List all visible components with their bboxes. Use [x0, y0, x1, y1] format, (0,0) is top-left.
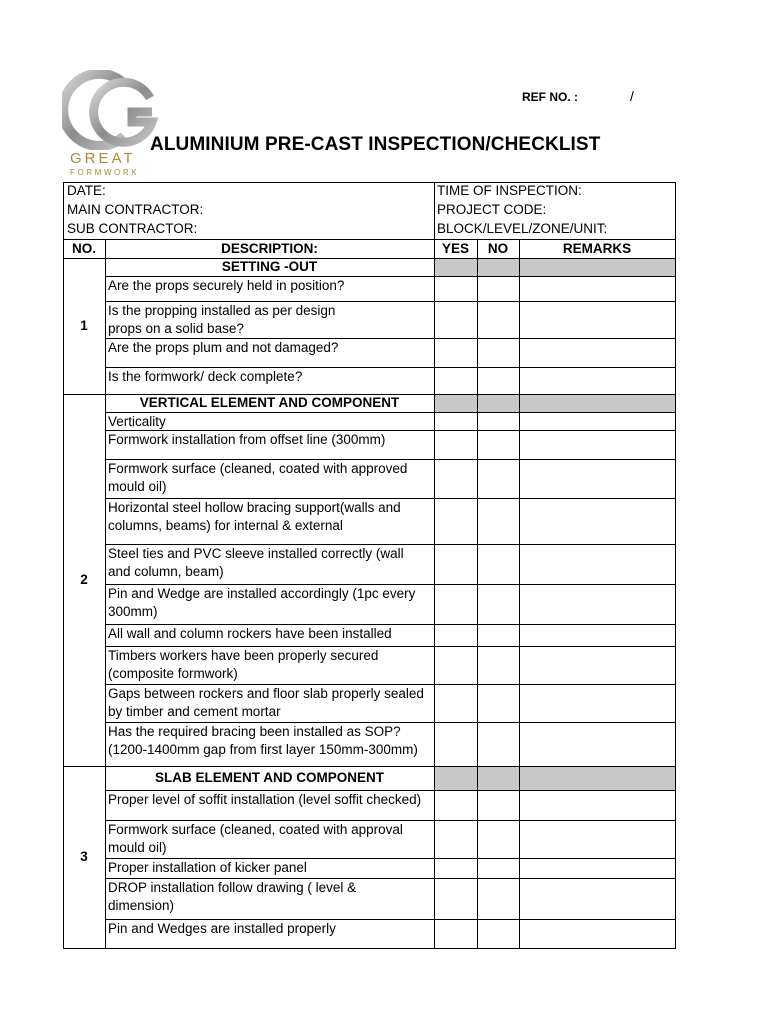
- remarks-cell[interactable]: [520, 859, 675, 878]
- great-formwork-logo-icon: [62, 70, 162, 150]
- yes-checkbox-cell[interactable]: [435, 723, 477, 766]
- no-checkbox-cell[interactable]: [478, 302, 519, 338]
- checklist-item-text: (1200-1400mm gap from first layer 150mm-300mm): [108, 742, 418, 757]
- remarks-column-divider: [519, 239, 520, 948]
- yes-checkbox-cell[interactable]: [435, 413, 477, 430]
- yes-checkbox-cell[interactable]: [435, 625, 477, 646]
- section-shade-bar: [435, 259, 675, 276]
- checklist-item-text: Gaps between rockers and floor slab properly sealed: [108, 686, 424, 701]
- remarks-cell[interactable]: [520, 277, 675, 301]
- checklist-item-text: and column, beam): [108, 564, 224, 579]
- no-checkbox-cell[interactable]: [478, 277, 519, 301]
- section-shade-bar: [435, 395, 675, 412]
- checklist-item-text: Are the props plum and not damaged?: [108, 340, 339, 355]
- yes-checkbox-cell[interactable]: [435, 821, 477, 858]
- checklist-item-text: Is the formwork/ deck complete?: [108, 369, 303, 384]
- column-header-no: NO.: [71, 241, 96, 256]
- yes-checkbox-cell[interactable]: [435, 585, 477, 624]
- checklist-item-text: props on a solid base?: [108, 321, 244, 336]
- column-header-yes: YES: [441, 241, 469, 256]
- yes-checkbox-cell[interactable]: [435, 277, 477, 301]
- remarks-cell[interactable]: [520, 685, 675, 722]
- no-checkbox-cell[interactable]: [478, 625, 519, 646]
- checklist-item-text: mould oil): [108, 479, 167, 494]
- info-label: PROJECT CODE:: [437, 202, 547, 217]
- yes-checkbox-cell[interactable]: [435, 460, 477, 498]
- table-left-border: [63, 182, 64, 949]
- no-checkbox-cell[interactable]: [478, 413, 519, 430]
- section-number: 3: [80, 849, 88, 864]
- yes-column-divider: [434, 182, 435, 948]
- yes-checkbox-cell[interactable]: [435, 368, 477, 394]
- yes-checkbox-cell[interactable]: [435, 859, 477, 878]
- checklist-item-text: Pin and Wedge are installed accordingly (1pc every: [108, 586, 416, 601]
- yes-checkbox-cell[interactable]: [435, 339, 477, 367]
- remarks-cell[interactable]: [520, 339, 675, 367]
- yes-checkbox-cell[interactable]: [435, 647, 477, 684]
- no-checkbox-cell[interactable]: [478, 920, 519, 948]
- checklist-item-text: Horizontal steel hollow bracing support(walls and: [108, 500, 401, 515]
- remarks-cell[interactable]: [520, 791, 675, 820]
- remarks-cell[interactable]: [520, 879, 675, 919]
- remarks-cell[interactable]: [520, 431, 675, 459]
- checklist-item-text: mould oil): [108, 840, 167, 855]
- logo-brand-name: GREAT: [70, 150, 136, 167]
- section-title: VERTICAL ELEMENT AND COMPONENT: [139, 395, 400, 410]
- checklist-item-text: by timber and cement mortar: [108, 704, 281, 719]
- yes-checkbox-cell[interactable]: [435, 431, 477, 459]
- no-checkbox-cell[interactable]: [478, 585, 519, 624]
- table-top-border: [63, 182, 675, 183]
- checklist-item-text: Steel ties and PVC sleeve installed correctly (wall: [108, 546, 404, 561]
- no-checkbox-cell[interactable]: [478, 859, 519, 878]
- checklist-item-text: All wall and column rockers have been installed: [108, 626, 392, 641]
- checklist-item-text: Is the propping installed as per design: [108, 303, 336, 318]
- checklist-item-text: Formwork installation from offset line (300mm): [108, 432, 386, 447]
- no-checkbox-cell[interactable]: [478, 545, 519, 584]
- remarks-cell[interactable]: [520, 545, 675, 584]
- table-right-border: [675, 182, 676, 949]
- no-checkbox-cell[interactable]: [478, 723, 519, 766]
- column-header-remarks: REMARKS: [562, 241, 632, 256]
- page-title: ALUMINIUM PRE-CAST INSPECTION/CHECKLIST: [150, 134, 601, 155]
- table-bottom-border: [63, 948, 675, 949]
- remarks-cell[interactable]: [520, 625, 675, 646]
- no-column-divider: [477, 239, 478, 948]
- column-header-no-check: NO: [487, 241, 509, 256]
- yes-checkbox-cell[interactable]: [435, 685, 477, 722]
- section-number: 1: [80, 318, 88, 333]
- checklist-item-text: Proper level of soffit installation (level soffit checked): [108, 792, 422, 807]
- remarks-cell[interactable]: [520, 585, 675, 624]
- yes-checkbox-cell[interactable]: [435, 791, 477, 820]
- checklist-item-text: Has the required bracing been installed as SOP?: [108, 724, 401, 739]
- checklist-item-text: columns, beams) for internal & external: [108, 518, 343, 533]
- no-checkbox-cell[interactable]: [478, 499, 519, 544]
- company-logo: [62, 70, 162, 180]
- checklist-item-text: Pin and Wedges are installed properly: [108, 921, 336, 936]
- section-title: SLAB ELEMENT AND COMPONENT: [155, 770, 384, 785]
- checklist-item-text: Formwork surface (cleaned, coated with approved: [108, 461, 408, 476]
- yes-checkbox-cell[interactable]: [435, 302, 477, 338]
- checklist-item-text: DROP installation follow drawing ( level &: [108, 880, 357, 895]
- section-title: SETTING -OUT: [221, 259, 318, 274]
- info-label: DATE:: [67, 183, 106, 198]
- no-checkbox-cell[interactable]: [478, 821, 519, 858]
- column-header-description: DESCRIPTION:: [221, 241, 318, 256]
- no-checkbox-cell[interactable]: [478, 685, 519, 722]
- no-checkbox-cell[interactable]: [478, 339, 519, 367]
- no-checkbox-cell[interactable]: [478, 368, 519, 394]
- remarks-cell[interactable]: [520, 460, 675, 498]
- section-number: 2: [80, 572, 88, 587]
- yes-checkbox-cell[interactable]: [435, 879, 477, 919]
- logo-brand-subtitle: FORMWORK: [70, 168, 140, 177]
- ref-number-label: REF NO. :: [522, 90, 578, 104]
- remarks-cell[interactable]: [520, 821, 675, 858]
- checklist-item-text: Verticality: [108, 414, 166, 429]
- info-label: BLOCK/LEVEL/ZONE/UNIT:: [437, 221, 608, 236]
- ref-number-separator: /: [630, 88, 634, 104]
- yes-checkbox-cell[interactable]: [435, 920, 477, 948]
- remarks-cell[interactable]: [520, 302, 675, 338]
- no-checkbox-cell[interactable]: [478, 791, 519, 820]
- checklist-item-text: (composite formwork): [108, 666, 238, 681]
- checklist-item-text: Are the props securely held in position?: [108, 278, 345, 293]
- remarks-cell[interactable]: [520, 413, 675, 430]
- remarks-cell[interactable]: [520, 499, 675, 544]
- remarks-cell[interactable]: [520, 723, 675, 766]
- checklist-item-text: Timbers workers have been properly secured: [108, 648, 379, 663]
- description-column-divider: [105, 239, 106, 948]
- no-checkbox-cell[interactable]: [478, 647, 519, 684]
- no-checkbox-cell[interactable]: [478, 879, 519, 919]
- no-checkbox-cell[interactable]: [478, 460, 519, 498]
- checklist-item-text: Formwork surface (cleaned, coated with approval: [108, 822, 403, 837]
- remarks-cell[interactable]: [520, 647, 675, 684]
- info-label: SUB CONTRACTOR:: [67, 221, 198, 236]
- no-checkbox-cell[interactable]: [478, 431, 519, 459]
- section-shade-bar: [435, 767, 675, 790]
- checklist-item-text: 300mm): [108, 604, 158, 619]
- remarks-cell[interactable]: [520, 368, 675, 394]
- checklist-table: [63, 182, 675, 949]
- checklist-item-text: Proper installation of kicker panel: [108, 860, 307, 875]
- info-label: MAIN CONTRACTOR:: [67, 202, 204, 217]
- remarks-cell[interactable]: [520, 920, 675, 948]
- yes-checkbox-cell[interactable]: [435, 499, 477, 544]
- info-label: TIME OF INSPECTION:: [437, 183, 582, 198]
- yes-checkbox-cell[interactable]: [435, 545, 477, 584]
- checklist-item-text: dimension): [108, 898, 175, 913]
